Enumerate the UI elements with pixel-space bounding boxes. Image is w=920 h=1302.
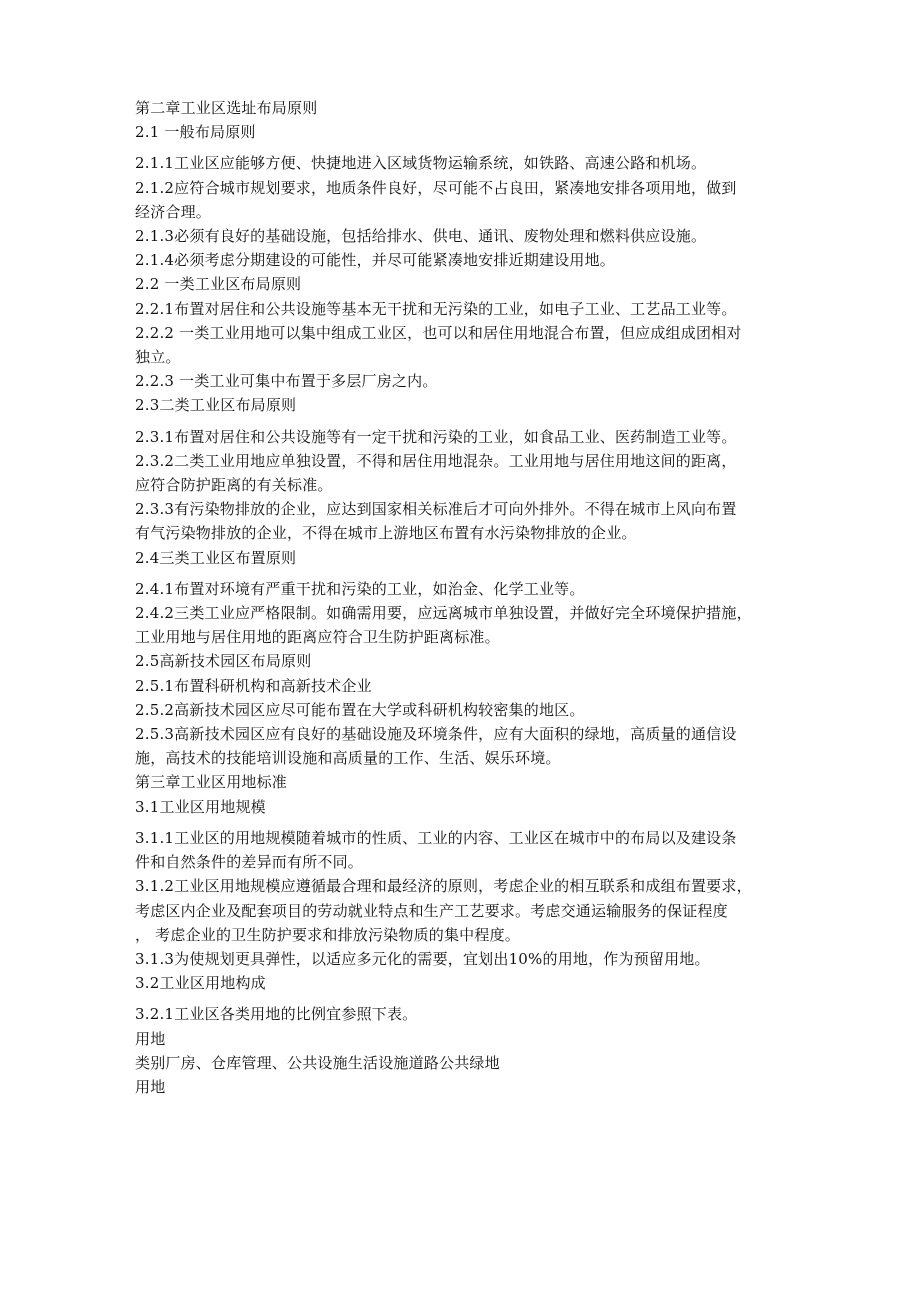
- section-2-2-heading: 2.2 一类工业区布局原则: [135, 275, 302, 294]
- section-2-4-heading: 2.4三类工业区布置原则: [135, 548, 297, 567]
- clause-2-5-3: 2.5.3高新技术园区应有良好的基础设施及环境条件，应有大面积的绿地，高质量的通信设: [135, 725, 737, 744]
- section-2-3-heading: 2.3二类工业区布局原则: [135, 396, 297, 415]
- document-page: [135, 96, 795, 1099]
- clause-2-1-4: 2.1.4必须考虑分期建设的可能性，并尽可能紧凑地安排近期建设用地。: [135, 251, 615, 270]
- clause-2-2-2: 2.2.2 一类工业用地可以集中组成工业区，也可以和居住用地混合布置，但应成组成团相对: [135, 323, 742, 342]
- clause-3-1-2-cont-2: ， 考虑企业的卫生防护要求和排放污染物质的集中程度。: [135, 925, 520, 944]
- table-fragment-line-1: 用地: [135, 1029, 166, 1048]
- clause-2-3-3: 2.3.3有污染物排放的企业，应达到国家相关标准后才可向外排外。不得在城市上风向布置: [135, 500, 737, 519]
- section-2-5-heading: 2.5高新技术园区布局原则: [135, 652, 312, 671]
- table-fragment-line-3: 用地: [135, 1077, 166, 1096]
- clause-2-2-3: 2.2.3 一类工业可集中布置于多层厂房之内。: [135, 372, 438, 391]
- clause-2-4-2: 2.4.2三类工业应严格限制。如确需用要，应远离城市单独设置，并做好完全环境保护措施，: [135, 604, 752, 623]
- clause-3-1-1: 3.1.1工业区的用地规模随着城市的性质、工业的内容、工业区在城市中的布局以及建设条: [135, 828, 737, 847]
- clause-3-1-3: 3.1.3为使规划更具弹性，以适应多元化的需要，宜划出10%的用地，作为预留用地。: [135, 949, 710, 968]
- clause-2-1-2: 2.1.2应符合城市规划要求，地质条件良好，尽可能不占良田，紧凑地安排各项用地，做到: [135, 178, 737, 197]
- chapter-3-title: 第三章工业区用地标准: [135, 773, 288, 792]
- clause-2-4-2-cont: 工业用地与居住用地的距离应符合卫生防护距离标准。: [135, 628, 500, 647]
- clause-2-1-3: 2.1.3必须有良好的基础设施，包括给排水、供电、通讯、废物处理和燃料供应设施。: [135, 227, 707, 246]
- clause-2-3-1: 2.3.1布置对居住和公共设施等有一定干扰和污染的工业，如食品工业、医药制造工业等。: [135, 427, 737, 446]
- clause-3-1-1-cont: 件和自然条件的差异而有所不同。: [135, 853, 364, 872]
- section-3-2-heading: 3.2工业区用地构成: [135, 974, 266, 993]
- clause-2-2-1: 2.2.1布置对居住和公共设施等基本无干扰和无污染的工业，如电子工业、工艺品工业等。: [135, 299, 737, 318]
- clause-2-1-2-cont: 经济合理。: [135, 202, 212, 221]
- clause-2-5-3-cont: 施，高技术的技能培训设施和高质量的工作、生活、娱乐环境。: [135, 749, 561, 768]
- clause-3-2-1: 3.2.1工业区各类用地的比例宜参照下表。: [135, 1005, 418, 1024]
- clause-3-1-2: 3.1.2工业区用地规模应遵循最合理和最经济的原则，考虑企业的相互联系和成组布置要求，: [135, 877, 752, 896]
- chapter-2-title: 第二章工业区选址布局原则: [135, 99, 318, 117]
- table-fragment-line-2: 类别厂房、仓库管理、公共设施生活设施道路公共绿地: [135, 1053, 500, 1072]
- clause-2-2-2-cont: 独立。: [135, 348, 181, 367]
- section-3-1-heading: 3.1工业区用地规模: [135, 797, 266, 816]
- clause-2-3-2-cont: 应符合防护距离的有关标准。: [135, 476, 333, 495]
- clause-2-4-1: 2.4.1布置对环境有严重干扰和污染的工业，如治金、化学工业等。: [135, 579, 585, 598]
- clause-2-3-2: 2.3.2二类工业用地应单独设置，不得和居住用地混杂。工业用地与居住用地这间的距离，: [135, 451, 737, 470]
- clause-2-3-3-cont: 有气污染物排放的企业，不得在城市上游地区布置有水污染物排放的企业。: [135, 524, 637, 543]
- section-2-1-heading: 2.1 一般布局原则: [135, 123, 256, 142]
- clause-2-5-2: 2.5.2高新技术园区应尽可能布置在大学或科研机构较密集的地区。: [135, 700, 585, 719]
- clause-2-1-1: 2.1.1工业区应能够方便、快捷地进入区域货物运输系统，如铁路、高速公路和机场。: [135, 154, 707, 173]
- clause-3-1-2-cont-1: 考虑区内企业及配套项目的劳动就业特点和生产工艺要求。考虑交通运输服务的保证程度: [135, 901, 728, 920]
- clause-2-5-1: 2.5.1布置科研机构和高新技术企业: [135, 676, 372, 695]
